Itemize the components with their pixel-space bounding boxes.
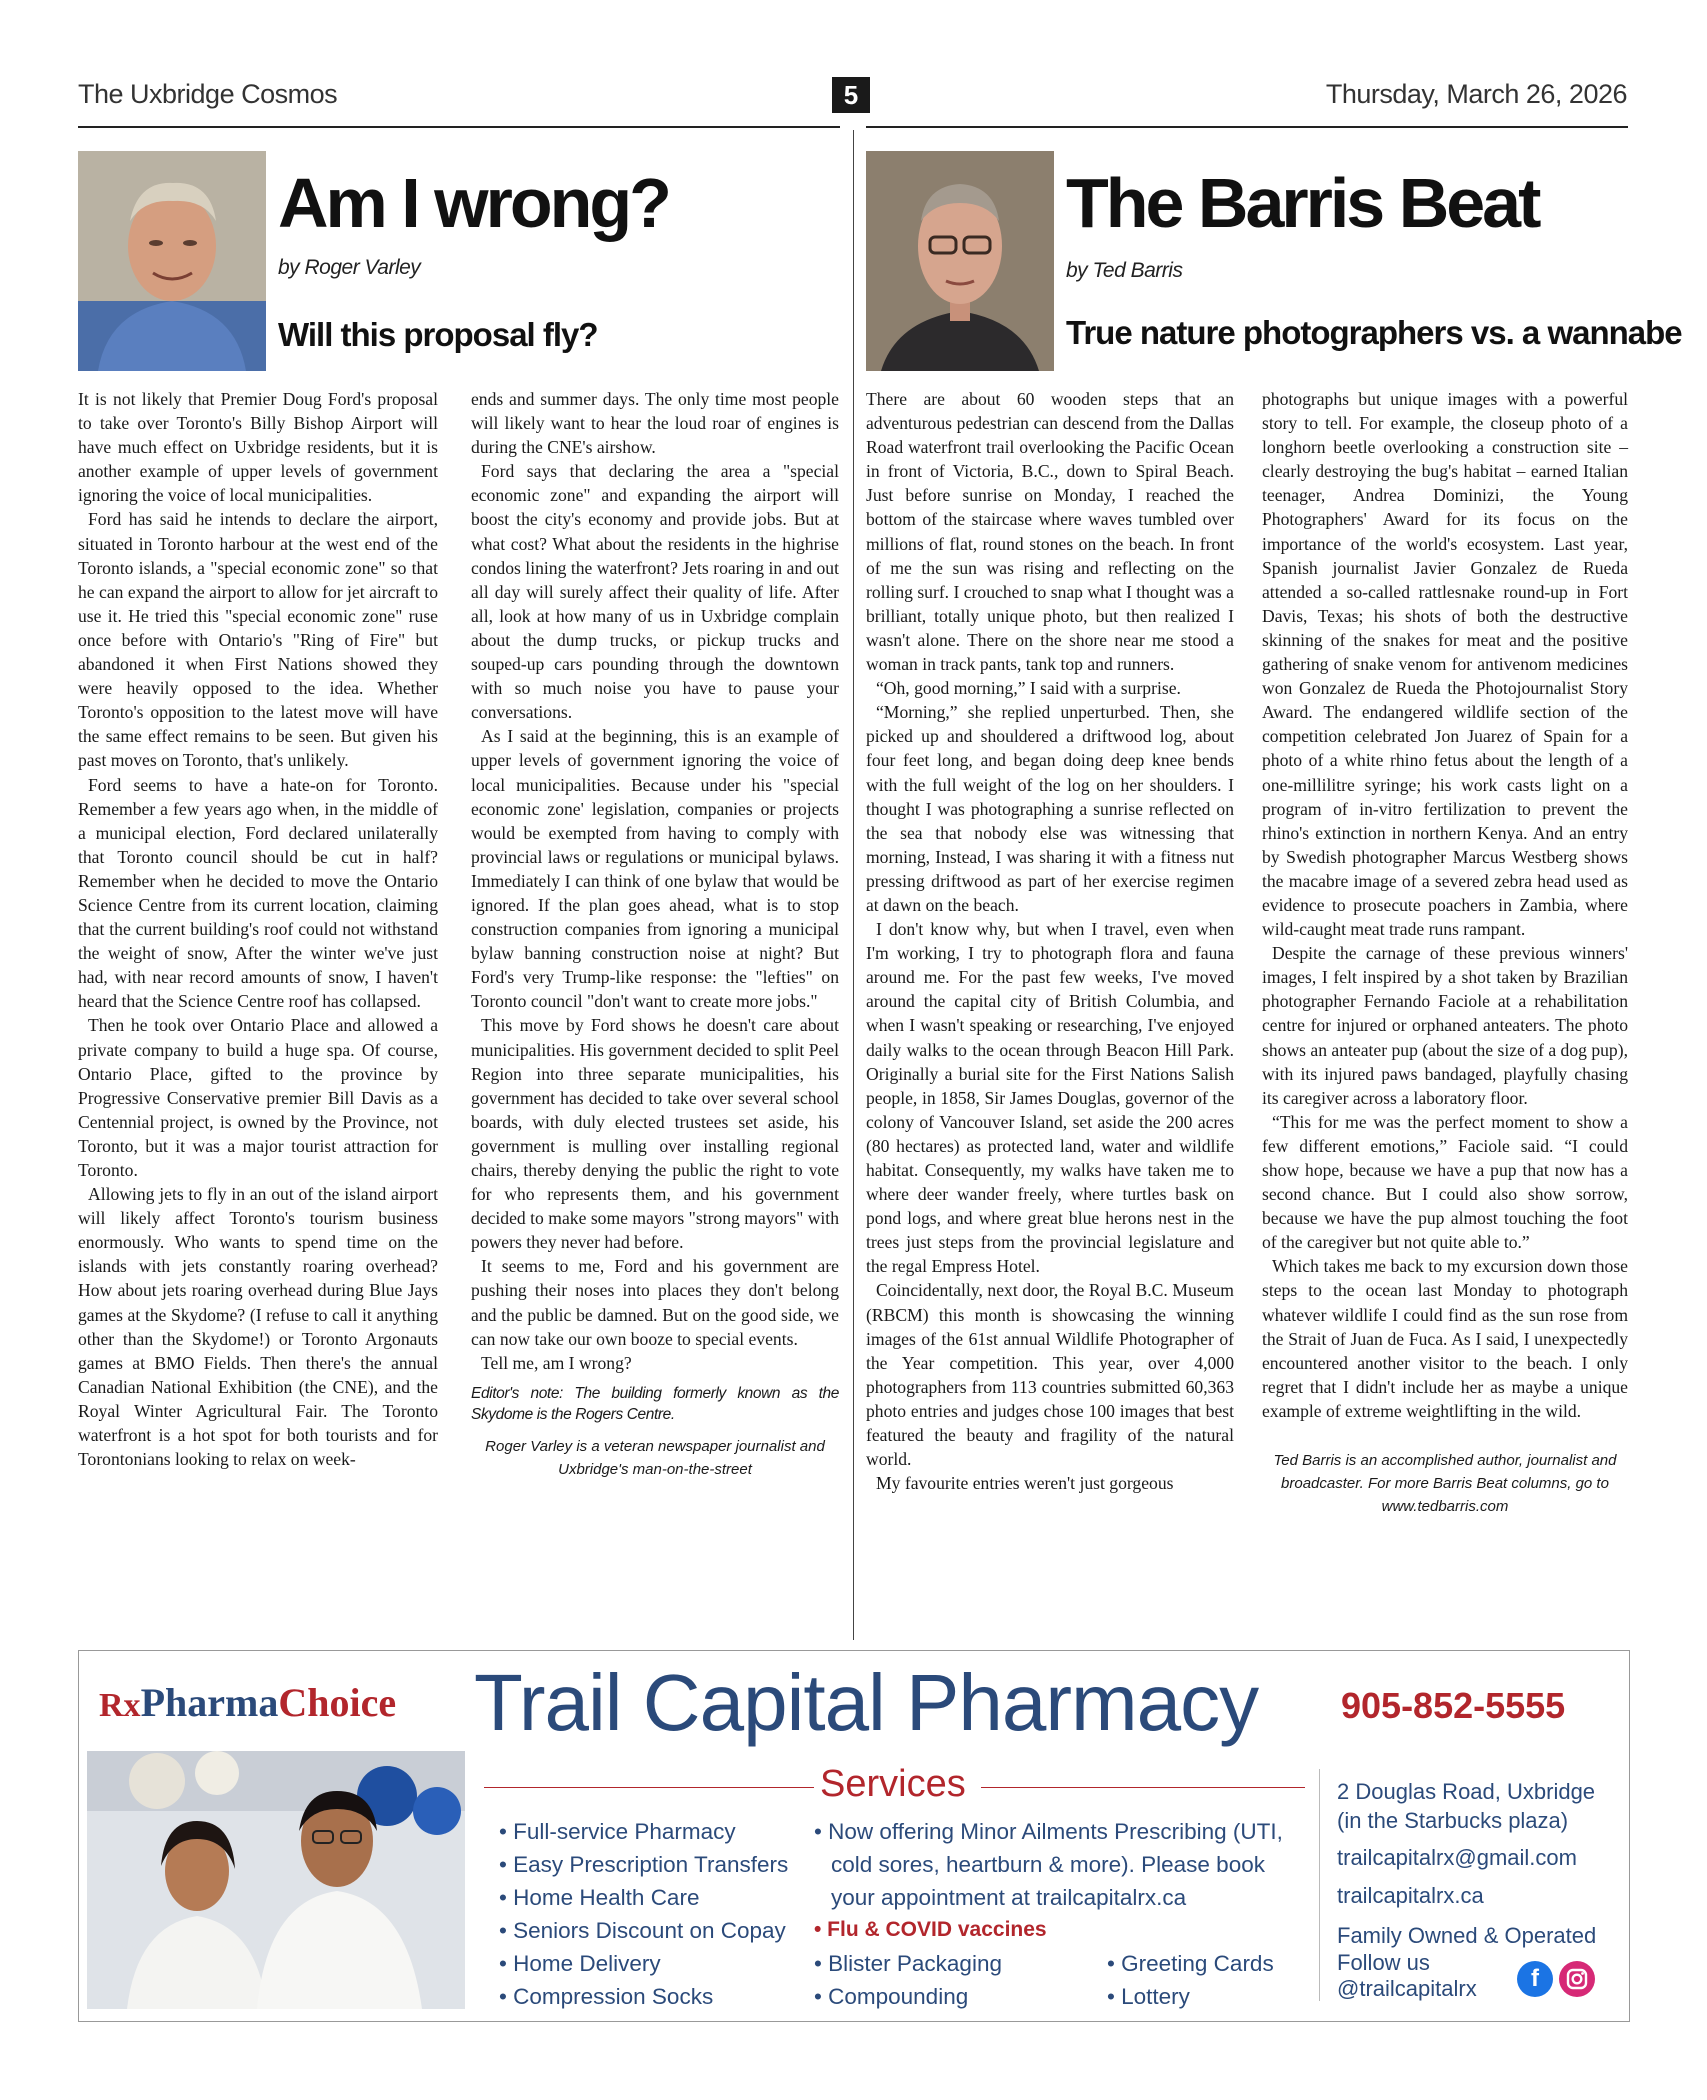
- paragraph: “Morning,” she replied unperturbed. Then, she picked up and shouldered a driftwood log, about four feet long, and began doing deep knee bends with the full weight of the log on her shoulders. I thought I was photographing a sunrise reflected on the sea that nobody else was witnessing that morning, Instead, I was sharing it with a fitness nut pressing driftwood as part of her exercise regimen at dawn on the beach.: [866, 702, 1234, 915]
- facebook-icon[interactable]: f: [1517, 1961, 1553, 1997]
- column-divider: [853, 130, 854, 1640]
- instagram-icon[interactable]: [1559, 1961, 1595, 1997]
- service-item: • Seniors Discount on Copay: [499, 1918, 786, 1943]
- paragraph: photographs but unique images with a powerful story to tell. For example, the closeup photo of a longhorn beetle overlooking a construction site – clearly destroying the bug's habitat – earned Italian teenager, Andrea Dominizi, the Young Photographers' Award for its focus on the importance of the world's ecosystem. Last year, Spanish journalist Javier Gonzalez de Rueda attended a so-called rattlesnake round-up in Fort Davis, Texas; his shots of both the destructive skinning of the snakes for meat and the positive gathering of snake venom for antivenom medicines won Gonzalez de Rueda the Photojournalist Story Award. The endangered wildlife section of the competition celebrated Jon Juarez of Spain for a photo of a white rhino fetus about the length of a one-millilitre syringe; his work casts light on a program of in-vitro fertilization to prevent the rhino's extinction in northern Kenya. And an entry by Swedish photographer Marcus Westberg shows the macabre image of a severed zebra head used as evidence to prosecute poachers in Zambia, where wild-caught meat trade runs rampant.: [1262, 389, 1628, 940]
- paragraph: Coincidentally, next door, the Royal B.C. Museum (RBCM) this month is showcasing the winning images of the 61st annual Wildlife Photographer of the Year competition. This year, over 4,000 photographers from 113 countries submitted 60,363 photo entries and judges chose 100 images that best featured the beauty and fragility of the natural world.: [866, 1280, 1234, 1470]
- service-item-minor-ailments: • Now offering Minor Ailments Prescribing (UTI,: [814, 1819, 1283, 1844]
- services-rule-right: [981, 1787, 1305, 1788]
- address-line-1: 2 Douglas Road, Uxbridge: [1337, 1779, 1596, 1804]
- pharmachoice-logo: RxPharmaChoice: [99, 1680, 397, 1725]
- left-article-column-2: [471, 387, 839, 1481]
- follow-label: Follow us: [1337, 1950, 1430, 1975]
- tagline: Family Owned & Operated: [1337, 1923, 1597, 1948]
- service-item: • Compounding: [814, 1984, 969, 2009]
- ted-barris-photo: [866, 151, 1054, 371]
- services-heading: Services: [814, 1763, 972, 1806]
- right-article-byline: by Ted Barris: [1066, 259, 1183, 282]
- issue-date: Thursday, March 26, 2026: [1325, 79, 1627, 109]
- ad-divider: [1319, 1769, 1320, 2001]
- service-item: • Home Delivery: [499, 1951, 661, 1976]
- paragraph: Ford seems to have a hate-on for Toronto. Remember a few years ago when, in the middle of a municipal election, Ford declared unilaterally that Toronto council should be cut in half? Remember when he decided to move the Ontario Science Centre from its current location, claiming that the current building's roof could not withstand the weight of snow, After the winter we've just had, with near record amounts of snow, I haven't heard that the Science Centre roof has collapsed.: [78, 774, 438, 1012]
- left-article-subhead: Will this proposal fly?: [278, 316, 598, 353]
- address-line-2: (in the Starbucks plaza): [1337, 1808, 1569, 1833]
- service-item-minor-ailments: cold sores, heartburn & more). Please book: [831, 1852, 1265, 1877]
- pharmacists-photo: [87, 1751, 465, 2009]
- paragraph: I don't know why, but when I travel, even when I'm working, I try to photograph flora and fauna around me. For the past few weeks, I've moved around the capital city of British Columbia, and when I wasn't speaking or researching, I've enjoyed daily walks to the ocean through Beacon Hill Park. Originally a burial site for the First Nations Salish people, in 1858, Sir James Douglas, governor of the colony of Vancouver Island, set aside the 200 acres (80 hectares) as protected land, water and wildlife habitat. Consequently, my walks have taken me to where deer wander freely, where turtles bask on pond logs, and where great blue herons nest in the trees just steps from the provincial legislature and the regal Empress Hotel.: [866, 919, 1234, 1277]
- right-article-column-2: [1262, 387, 1628, 1518]
- paragraph: Allowing jets to fly in an out of the island airport will likely affect Toronto's tourism business enormously. Who wants to spend time on the islands with jets constantly roaring overhead? How about jets roaring overhead during Blue Jays games at the Skydome? (I refuse to call it anything other than the Skydome!) or Toronto Argonauts games at BMO Fields. Then there's the annual Canadian National Exhibition (the CNE), and the Royal Winter Agricultural Fair. The Toronto waterfront is a hot spot for both tourists and for Torontonians looking to relax on week-: [78, 1184, 438, 1470]
- services-rule-left: [484, 1787, 814, 1788]
- paragraph: Which takes me back to my excursion down those steps to the ocean last Monday to photograph whatever wildlife I could find as the sun rose from the Strait of Juan de Fuca. As I said, I unexpectedly encountered another visitor to the beach. I only regret that I didn't include her as maybe a unique example of extreme weightlifting in the wild.: [1262, 1256, 1628, 1421]
- email-link[interactable]: trailcapitalrx@gmail.com: [1337, 1845, 1577, 1870]
- service-item: • Lottery: [1107, 1984, 1190, 2009]
- paragraph: This move by Ford shows he doesn't care about municipalities. His government decided to split Peel Region into three separate municipalities, his government has decided to take over several school boards, with duly elected trustees set aside, his government is mulling over installing regional chairs, thereby denying the public the right to vote for who represents them, and his government decided to make some mayors "strong mayors" with powers they never had before.: [471, 1015, 839, 1253]
- paragraph: Ford has said he intends to declare the airport, situated in Toronto harbour at the west end of the Toronto islands, a "special economic zone" so that he can expand the airport to allow for jet aircraft to use it. He tried this "special economic zone" ruse once before with Ontario's "Ring of Fire" but abandoned it when First Nations showed they were heavily opposed to the idea. Whether Toronto's opposition to the latest move will have the same effect remains to be seen. But given his past moves on Toronto, that's unlikely.: [78, 509, 438, 771]
- pharmacy-name: Trail Capital Pharmacy: [474, 1658, 1259, 1747]
- service-item: • Greeting Cards: [1107, 1951, 1274, 1976]
- paragraph: Then he took over Ontario Place and allowed a private company to build a huge spa. Of course, Ontario Place, gifted to the province by Progressive Conservative premier Bill Davis as a Centennial project, is owned by the Province, not Toronto, but it was a major tourist attraction for Toronto.: [78, 1015, 438, 1180]
- left-article-title: Am I wrong?: [278, 164, 669, 242]
- header-rule-right: [866, 126, 1628, 128]
- service-item-minor-ailments: your appointment at trailcapitalrx.ca: [831, 1885, 1187, 1910]
- paragraph: “This for me was the perfect moment to show a few different emotions,” Faciole said. “I could show hope, because we have a pup that now has a second chance. But I could also show sorrow, because we have the pup almost touching the foot of the caregiver but not quite able to.”: [1262, 1111, 1628, 1253]
- right-article-title: The Barris Beat: [1066, 164, 1539, 242]
- right-article-subhead: True nature photographers vs. a wannabe: [1066, 314, 1682, 351]
- left-article-byline: by Roger Varley: [278, 256, 421, 279]
- pharmacy-phone: 905-852-5555: [1341, 1685, 1566, 1726]
- paragraph: There are about 60 wooden steps that an adventurous pedestrian can descend from the Dallas Road waterfront trail overlooking the Pacific Ocean in front of Victoria, B.C., down to Spiral Beach. Just before sunrise on Monday, I reached the bottom of the staircase where waves tumbled over millions of flat, round stones on the beach. In front of me the sun was rising and reflecting on the rolling surf. I crouched to snap what I thought was a brilliant, totally unique photo, but then realized I wasn't alone. There on the shore near me stood a woman in track pants, tank top and runners.: [866, 389, 1234, 675]
- paragraph: Despite the carnage of these previous winners' images, I felt inspired by a shot taken by Brazilian photographer Fernando Faciole at a rehabilitation centre for injured or orphaned anteaters. The photo shows an anteater pup (about the size of a dog pup), with its injured paws bandaged, playfully chasing its caregiver across a laboratory floor.: [1262, 943, 1628, 1108]
- author-credit: Roger Varley is a veteran newspaper journalist and Uxbridge's man-on-the-street: [485, 1437, 825, 1478]
- paragraph: It is not likely that Premier Doug Ford's proposal to take over Toronto's Billy Bishop Airport will have much effect on Uxbridge residents, but it is another example of upper levels of government ignoring the voice of local municipalities.: [78, 389, 438, 506]
- right-article-column-1: [866, 387, 1234, 1495]
- roger-varley-photo: [78, 151, 266, 371]
- page-number: 5: [832, 77, 870, 113]
- paragraph: “Oh, good morning,” I said with a surprise.: [876, 678, 1181, 699]
- paragraph: My favourite entries weren't just gorgeous: [876, 1473, 1174, 1494]
- paper-name: The Uxbridge Cosmos: [78, 79, 338, 109]
- service-item: • Home Health Care: [499, 1885, 700, 1910]
- editor-note: Editor's note: The building formerly known as the Skydome is the Rogers Centre.: [471, 1384, 839, 1423]
- website-link[interactable]: trailcapitalrx.ca: [1337, 1883, 1484, 1908]
- header-rule-left: [78, 126, 840, 128]
- paragraph: It seems to me, Ford and his government are pushing their noses into places they don't belong and the public be damned. But on the good side, we can now take our own booze to special events.: [471, 1256, 839, 1349]
- service-item: • Blister Packaging: [814, 1951, 1002, 1976]
- service-item-flu-vaccines: • Flu & COVID vaccines: [814, 1918, 1047, 1941]
- service-item: • Compression Socks: [499, 1984, 714, 2009]
- paragraph: Tell me, am I wrong?: [481, 1352, 632, 1373]
- paragraph: Ford says that declaring the area a "special economic zone" and expanding the airport will boost the city's economy and provide jobs. But at what cost? What about the residents in the highrise condos lining the waterfront? Jets roaring in and out all day will surely affect their quality of life. After all, look at how many of us in Uxbridge complain about the dump trucks, or pickup trucks and souped-up cars pounding through the downtown with so much noise you have to pause your conversations.: [471, 461, 839, 723]
- service-item: • Full-service Pharmacy: [499, 1819, 736, 1844]
- paragraph: ends and summer days. The only time most people will likely want to hear the loud roar of engines is during the CNE's airshow.: [471, 389, 839, 458]
- pharmacy-ad: [78, 1650, 1630, 2022]
- social-handle[interactable]: @trailcapitalrx: [1337, 1976, 1477, 2001]
- rx-symbol: Rx: [99, 1687, 141, 1724]
- left-article-column-1: [78, 387, 438, 1471]
- author-credit: Ted Barris is an accomplished author, journalist and broadcaster. For more Barris Beat columns, go to www.tedbarris.com: [1273, 1452, 1617, 1516]
- service-item: • Easy Prescription Transfers: [499, 1852, 789, 1877]
- paragraph: As I said at the beginning, this is an example of upper levels of government ignoring the voice of local municipalities. Because under his "special economic zone' legislation, companies or projects would be exempted from having to comply with provincial laws or regulations or municipal bylaws. Immediately I can think of one bylaw that would be ignored. If the plan goes ahead, what is to stop construction companies from ignoring a municipal bylaw banning construction noise at night? But Ford's very Trump-like response: the "lefties" on Toronto council "don't want to create more jobs.": [471, 726, 839, 1012]
